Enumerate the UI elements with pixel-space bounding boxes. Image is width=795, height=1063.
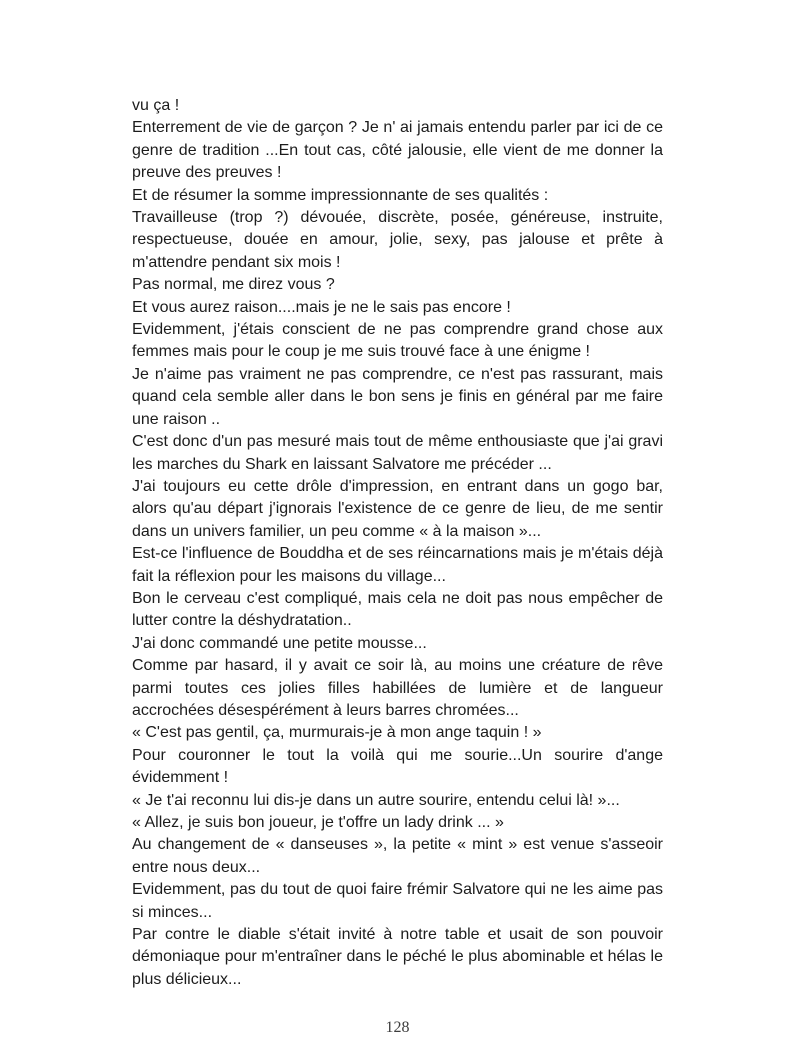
paragraph: Est-ce l'influence de Bouddha et de ses réincarnations mais je m'étais déjà fait la réflexion pour les maisons du village... bbox=[132, 545, 663, 585]
paragraph: Par contre le diable s'était invité à notre table et usait de son pouvoir démoniaque pour m'entraîner dans le péché le plus abominable et hélas le plus délicieux... bbox=[132, 926, 663, 988]
paragraph: Au changement de « danseuses », la petite « mint » est venue s'asseoir entre nous deux... bbox=[132, 836, 663, 876]
body-text bbox=[132, 95, 663, 991]
paragraph: Bon le cerveau c'est compliqué, mais cela ne doit pas nous empêcher de lutter contre la déshydratation.. bbox=[132, 589, 663, 630]
paragraph: Travailleuse (trop ?) dévouée, discrète, posée, généreuse, instruite, respectueuse, douée en amour, jolie, sexy, pas jalouse et prête à m'attendre pendant six mois ! bbox=[132, 209, 663, 271]
paragraph: Evidemment, j'étais conscient de ne pas comprendre grand chose aux femmes mais pour le coup je me suis trouvé face à une énigme ! bbox=[132, 321, 663, 361]
paragraph: C'est donc d'un pas mesuré mais tout de même enthousiaste que j'ai gravi les marches du Shark en laissant Salvatore me précéder ... bbox=[132, 433, 663, 473]
paragraph: vu ça ! bbox=[132, 97, 180, 114]
paragraph: « Je t'ai reconnu lui dis-je dans un autre sourire, entendu celui là! »... bbox=[132, 791, 620, 809]
paragraph: Et de résumer la somme impressionnante de ses qualités : bbox=[132, 186, 549, 204]
paragraph: Pour couronner le tout la voilà qui me sourie...Un sourire d'ange évidemment ! bbox=[132, 746, 663, 787]
paragraph: Je n'aime pas vraiment ne pas comprendre, ce n'est pas rassurant, mais quand cela semble aller dans le bon sens je finis en général par me faire une raison .. bbox=[132, 365, 663, 428]
paragraph: « C'est pas gentil, ça, murmurais-je à mon ange taquin ! » bbox=[132, 724, 542, 742]
paragraph: Comme par hasard, il y avait ce soir là, au moins une créature de rêve parmi toutes ces jolies filles habillées de lumière et de langueur accrochées désespérément à leurs barres chromées... bbox=[132, 657, 663, 719]
paragraph: Et vous aurez raison....mais je ne le sais pas encore ! bbox=[132, 298, 511, 316]
paragraph: « Allez, je suis bon joueur, je t'offre un lady drink ... » bbox=[132, 814, 504, 831]
paragraph: J'ai donc commandé une petite mousse... bbox=[132, 634, 427, 652]
paragraph: Enterrement de vie de garçon ? Je n' ai jamais entendu parler par ici de ce genre de tradition ...En tout cas, côté jalousie, elle vient de me donner la preuve des preuves ! bbox=[132, 119, 663, 182]
paragraph: Pas normal, me direz vous ? bbox=[132, 276, 335, 294]
paragraph: J'ai toujours eu cette drôle d'impression, en entrant dans un gogo bar, alors qu'au départ j'ignorais l'existence de ce genre de lieu, de me sentir dans un univers familier, un peu comme « à la maison »... bbox=[132, 477, 663, 540]
paragraph: Evidemment, pas du tout de quoi faire frémir Salvatore qui ne les aime pas si minces... bbox=[132, 881, 663, 921]
page-number: 128 bbox=[385, 1019, 410, 1036]
